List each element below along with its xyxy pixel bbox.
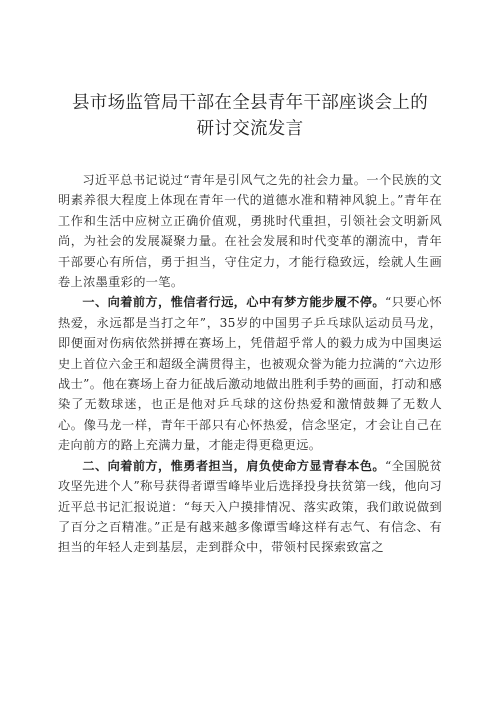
paragraph-body: “全国脱贫攻坚先进个人”称号获得者谭雪峰毕业后选择投身扶贫第一线，他向习近平总书记汇报说道：“每天入户摸排情况、落实政策，我们敢说做到了百分之百精准。”正是有越来越多像谭雪峰这样有志气、有信念、有担当的年轻人走到基层，走到群众中，带领村民探索致富之 [58, 458, 442, 555]
paragraph-body: 习近平总书记说过“青年是引风气之先的社会力量。一个民族的文明素养很大程度上体现在青年一代的道德水准和精神风貌上。”青年在工作和生活中应树立正确价值观，勇挑时代重担，引领社会文明新风尚，为社会的发展凝聚力量。在社会发展和时代变革的潮流中，青年干部要心有所信，勇于担当，守住定力，才能行稳致远，绘就人生画卷上浓墨重彩的一笔。 [58, 173, 442, 290]
paragraph-body: “只要心怀热爱，永远都是当打之年”，35岁的中国男子乒乓球队运动员马龙，即便面对伤病依然拼搏在赛场上，凭借超乎常人的毅力成为中国奥运史上首位六金王和超级全满贯得主，也被观众誉为能力拉满的“六边形战士”。他在赛场上奋力征战后激动地做出胜利手势的画面，打动和感染了无数球迷，也正是他对乒乓球的这份热爱和激情鼓舞了无数人心。像马龙一样，青年干部只有心怀热爱，信念坚定，才会让自己在走向前方的路上充满力量，才能走得更稳更远。 [58, 295, 442, 453]
section-heading-2: 二、向着前方，惟勇者担当，肩负使命方显青春本色。 [82, 458, 385, 473]
title-line-2: 研讨交流发言 [196, 119, 304, 139]
document-title [58, 90, 442, 142]
paragraph-section-1 [58, 292, 442, 455]
title-line-1: 县市场监管局干部在全县青年干部座谈会上的 [72, 93, 428, 113]
section-heading-1: 一、向着前方，惟信者行远，心中有梦方能步履不停。 [82, 295, 385, 310]
paragraph-section-2 [58, 456, 442, 558]
paragraph-intro [58, 170, 442, 292]
